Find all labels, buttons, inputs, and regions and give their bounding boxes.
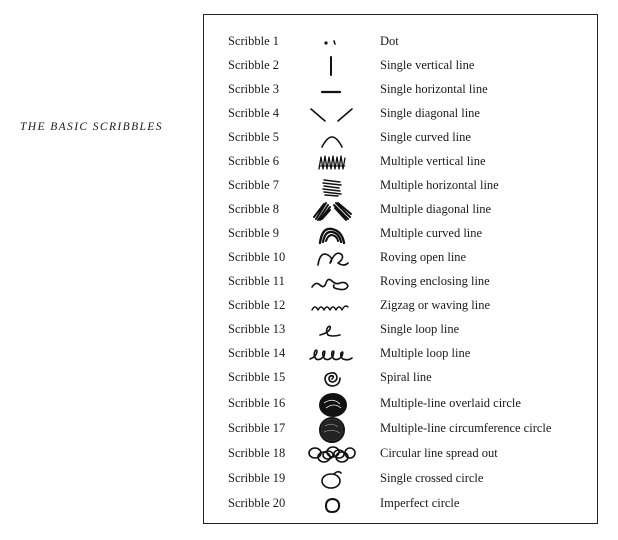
spread-circles-icon xyxy=(306,441,358,469)
imperfect-circle-icon xyxy=(306,491,358,519)
scribble-description: Multiple-line overlaid circle xyxy=(380,396,521,410)
table-row xyxy=(204,443,597,467)
scribble-description: Roving enclosing line xyxy=(380,274,490,288)
scribble-label: Scribble 10 xyxy=(228,250,286,264)
scribble-description: Dot xyxy=(380,34,399,48)
scribble-description: Single curved line xyxy=(380,130,471,144)
scribble-label: Scribble 19 xyxy=(228,471,286,485)
scribble-label: Scribble 16 xyxy=(228,396,286,410)
scribble-label: Scribble 15 xyxy=(228,370,286,384)
scribble-label: Scribble 9 xyxy=(228,226,280,240)
crossed-circle-icon xyxy=(306,466,358,494)
scribble-label: Scribble 6 xyxy=(228,154,280,168)
scribble-label: Scribble 11 xyxy=(228,274,285,288)
scribble-description: Single vertical line xyxy=(380,58,475,72)
scribble-label: Scribble 5 xyxy=(228,130,280,144)
scribble-description: Single crossed circle xyxy=(380,471,484,485)
table-row xyxy=(204,343,597,367)
scribble-label: Scribble 1 xyxy=(228,34,280,48)
table-row xyxy=(204,418,597,442)
table-row xyxy=(204,127,597,151)
table-row xyxy=(204,247,597,271)
scribble-description: Zigzag or waving line xyxy=(380,298,491,312)
scribble-description: Multiple vertical line xyxy=(380,154,486,168)
scribble-description: Multiple diagonal line xyxy=(380,202,492,216)
scribble-label: Scribble 13 xyxy=(228,322,286,336)
scribble-label: Scribble 18 xyxy=(228,446,286,460)
table-row xyxy=(204,55,597,79)
overlaid-circle-icon xyxy=(306,391,358,419)
scribble-label: Scribble 8 xyxy=(228,202,280,216)
scribble-description: Multiple horizontal line xyxy=(380,178,499,192)
table-row xyxy=(204,295,597,319)
scribble-table xyxy=(203,14,598,524)
table-row xyxy=(204,493,597,517)
table-row xyxy=(204,468,597,492)
scribble-description: Multiple loop line xyxy=(380,346,471,360)
scribble-description: Imperfect circle xyxy=(380,496,460,510)
side-heading: THE BASIC SCRIBBLES xyxy=(20,121,163,133)
scribble-label: Scribble 3 xyxy=(228,82,280,96)
scribble-description: Single diagonal line xyxy=(380,106,480,120)
table-row xyxy=(204,319,597,343)
scribble-description: Multiple curved line xyxy=(380,226,483,240)
table-row xyxy=(204,79,597,103)
table-row xyxy=(204,223,597,247)
scribble-label: Scribble 20 xyxy=(228,496,286,510)
scribble-label: Scribble 7 xyxy=(228,178,280,192)
scribble-label: Scribble 4 xyxy=(228,106,280,120)
spiral-icon xyxy=(306,365,358,393)
circumference-circle-icon xyxy=(306,416,358,444)
table-row xyxy=(204,271,597,295)
scribble-description: Single loop line xyxy=(380,322,460,336)
scribble-description: Spiral line xyxy=(380,370,432,384)
table-row xyxy=(204,103,597,127)
table-row xyxy=(204,367,597,391)
scribble-description: Single horizontal line xyxy=(380,82,488,96)
scribble-description: Circular line spread out xyxy=(380,446,498,460)
table-row xyxy=(204,393,597,417)
table-row xyxy=(204,175,597,199)
table-row xyxy=(204,199,597,223)
table-row xyxy=(204,151,597,175)
scribble-label: Scribble 2 xyxy=(228,58,280,72)
scribble-label: Scribble 14 xyxy=(228,346,286,360)
table-row xyxy=(204,31,597,55)
scribble-description: Multiple-line circumference circle xyxy=(380,421,552,435)
scribble-label: Scribble 12 xyxy=(228,298,286,312)
scribble-label: Scribble 17 xyxy=(228,421,286,435)
scribble-description: Roving open line xyxy=(380,250,467,264)
